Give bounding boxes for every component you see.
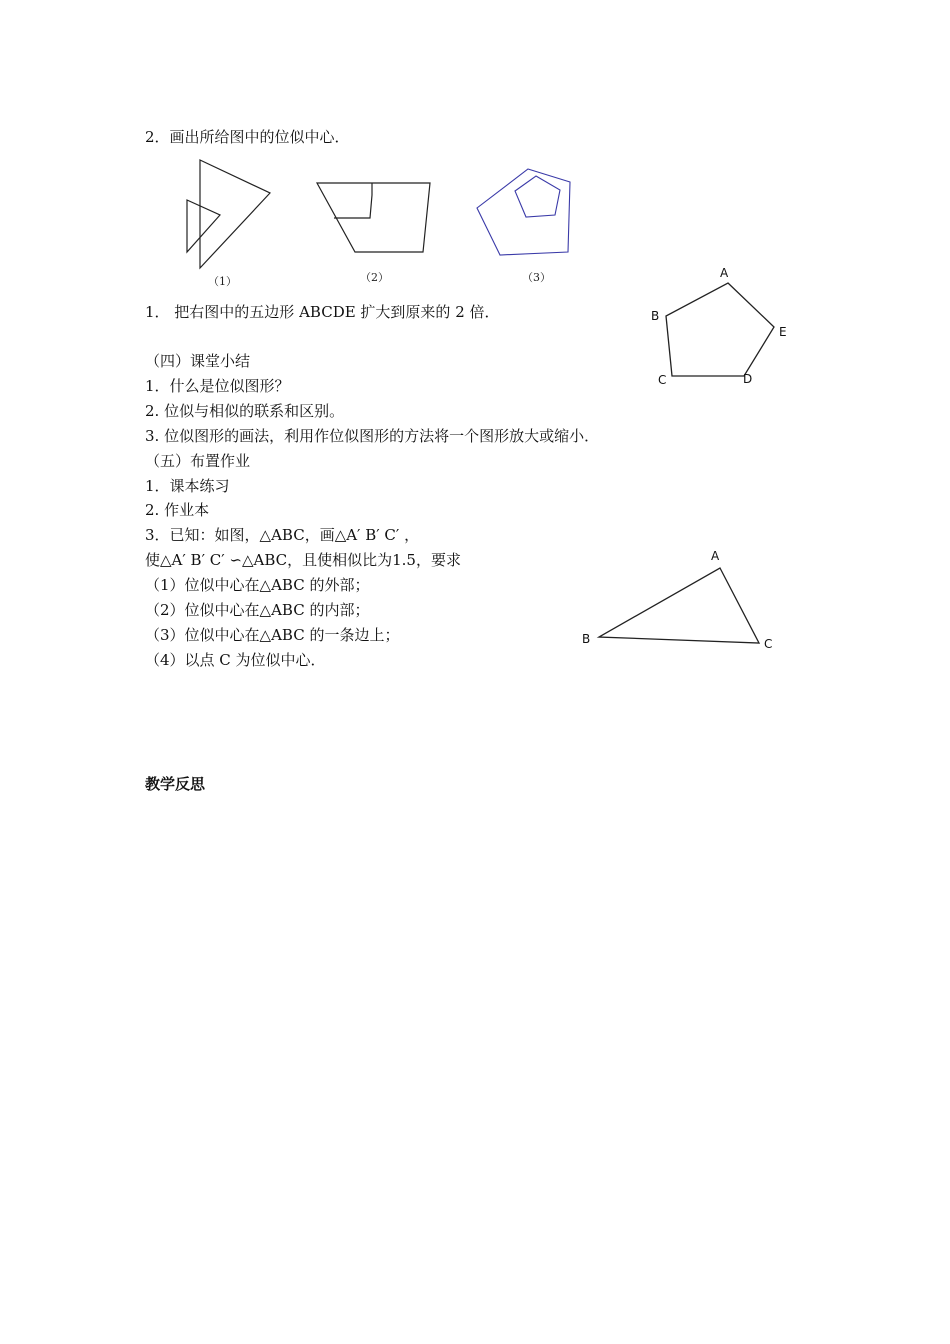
triangle-label-a: A [711, 549, 720, 563]
figure-2-trapezoids [310, 175, 440, 290]
question-1-text: 1． 把右图中的五边形 ABCDE 扩大到原来的 2 倍． [145, 303, 500, 321]
homework-item-1: 1．课本练习 [145, 477, 230, 495]
triangle-label-b: B [582, 632, 591, 646]
triangle-abc-figure [575, 540, 785, 660]
requirement-3: （3）位似中心在△ABC 的一条边上； [145, 626, 400, 644]
figure-3-pentagons [470, 160, 580, 290]
figure-3-caption: （3） [522, 271, 551, 284]
homework-item-3: 3．已知：如图，△ABC，画△A′ B′ C′ ， [145, 526, 420, 544]
question-2-text: 2．画出所给图中的位似中心． [145, 128, 350, 146]
pentagon-label-d: D [743, 372, 753, 386]
summary-item-1: 1．什么是位似图形？ [145, 377, 290, 395]
summary-item-3: 3. 位似图形的画法，利用作位似图形的方法将一个图形放大或缩小． [145, 427, 600, 445]
pentagon-label-c: C [658, 373, 667, 387]
reflection-heading: 教学反思 [145, 775, 206, 793]
summary-item-2: 2. 位似与相似的联系和区别。 [145, 402, 345, 420]
pentagon-label-a: A [720, 266, 729, 280]
triangle-label-c: C [764, 637, 773, 651]
requirement-2: （2）位似中心在△ABC 的内部； [145, 601, 370, 619]
homework-title: （五）布置作业 [145, 452, 251, 470]
pentagon-label-b: B [651, 309, 660, 323]
requirement-4: （4）以点 C 为位似中心． [145, 651, 326, 669]
figure-1-caption: （1） [208, 275, 237, 288]
figure-2-caption: （2） [360, 271, 389, 284]
summary-title: （四）课堂小结 [145, 352, 251, 370]
homework-item-2: 2. 作业本 [145, 501, 210, 519]
homework-item-3-cont: 使△A′ B′ C′ ∽△ABC，且使相似比为1.5，要求 [145, 551, 461, 569]
pentagon-abcde-figure [640, 260, 800, 395]
pentagon-label-e: E [779, 325, 787, 339]
figure-1-triangles [180, 155, 280, 290]
requirement-1: （1）位似中心在△ABC 的外部； [145, 576, 370, 594]
